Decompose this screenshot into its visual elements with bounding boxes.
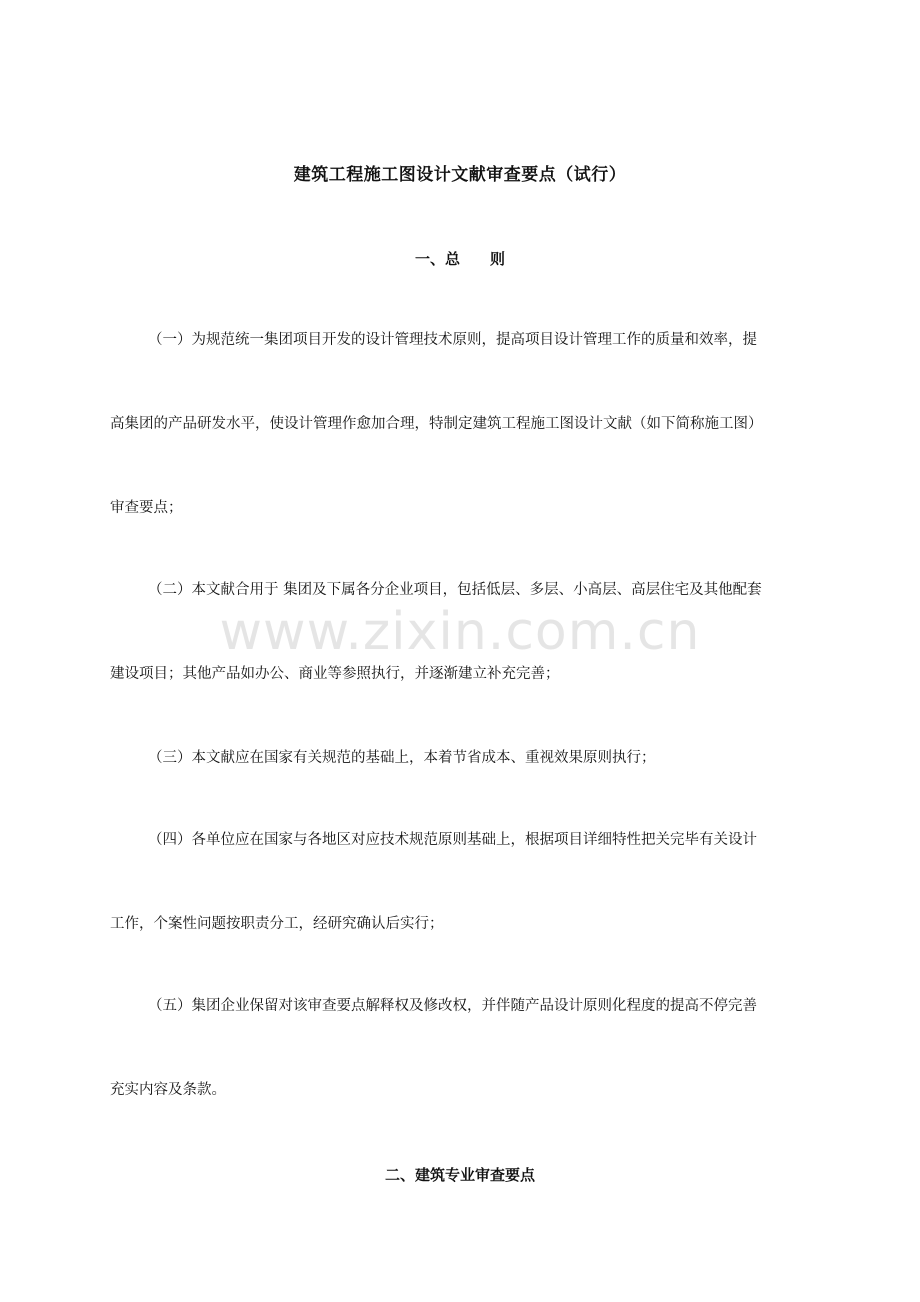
paragraph-1-line-3: 审查要点；: [110, 500, 183, 516]
paragraph-4-line-2: 工作，个案性问题按职责分工，经研究确认后实行；: [110, 916, 444, 932]
section-heading-architecture: 二、建筑专业审查要点: [384, 1166, 535, 1184]
paragraph-2-line-1: （二）本文献合用于 集团及下属各分企业项目，包括低层、多层、小高层、高层住宅及其他配套: [148, 582, 762, 598]
paragraph-4-line-1: （四）各单位应在国家与各地区对应技术规范原则基础上，根据项目详细特性把关完毕有关设计: [148, 832, 757, 848]
paragraph-1-line-2: 高集团的产品研发水平，使设计管理作愈加合理，特制定建筑工程施工图设计文献（如下简称施工图）: [110, 416, 763, 432]
watermark: www.zixin.com.cn: [219, 602, 701, 662]
paragraph-5-line-2: 充实内容及条款。: [110, 1082, 226, 1098]
paragraph-1-line-1: （一）为规范统一集团项目开发的设计管理技术原则，提高项目设计管理工作的质量和效率，提: [148, 332, 757, 348]
document-title: 建筑工程施工图设计文献审查要点（试行）: [293, 165, 627, 185]
section-heading-general: 一、总 则: [414, 250, 505, 268]
paragraph-3-line-1: （三）本文献应在国家有关规范的基础上，本着节省成本、重视效果原则执行；: [148, 750, 656, 766]
paragraph-2-line-2: 建设项目；其他产品如办公、商业等参照执行，并逐渐建立补充完善；: [110, 666, 560, 682]
paragraph-5-line-1: （五）集团企业保留对该审查要点解释权及修改权，并伴随产品设计原则化程度的提高不停完善: [148, 998, 757, 1014]
